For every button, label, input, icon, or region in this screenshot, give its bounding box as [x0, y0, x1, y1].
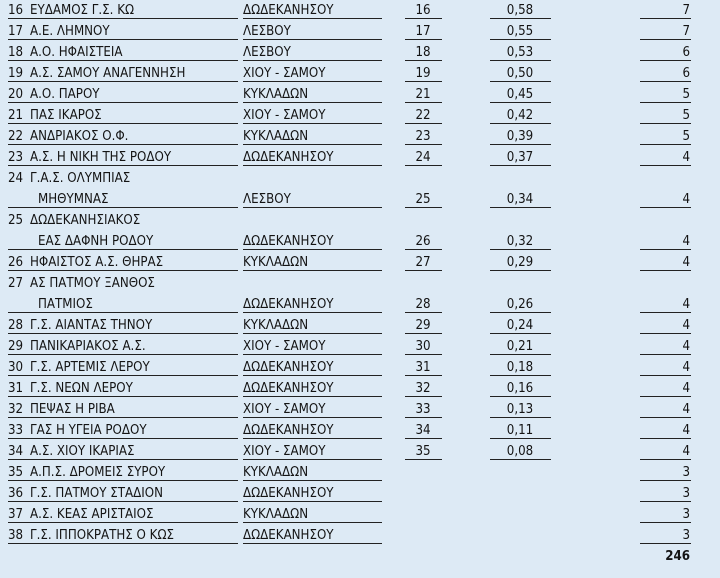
row-underline: [640, 207, 691, 208]
row-underline: [490, 81, 551, 82]
row-underline: [405, 249, 442, 250]
club-name-continued: ΠΑΤΜΙΟΣ: [38, 297, 93, 312]
row-number: 34: [8, 444, 24, 459]
points: 6: [682, 45, 690, 60]
row-underline: [8, 123, 238, 124]
table-row: [0, 525, 720, 546]
row-underline: [243, 333, 382, 334]
row-underline: [490, 333, 551, 334]
row-underline: [640, 270, 691, 271]
row-underline: [8, 165, 238, 166]
row-underline: [405, 417, 442, 418]
points: 4: [682, 402, 690, 417]
points: 4: [682, 297, 690, 312]
region: ΚΥΚΛΑΔΩΝ: [243, 507, 309, 522]
row-underline: [8, 501, 238, 502]
rank: 27: [415, 255, 431, 270]
row-underline: [490, 60, 551, 61]
club-name: ΑΝΔΡΙΑΚΟΣ Ο.Φ.: [30, 129, 129, 144]
region: ΛΕΣΒΟΥ: [243, 45, 291, 60]
row-underline: [640, 480, 691, 481]
row-underline: [640, 165, 691, 166]
coefficient: 0,08: [506, 444, 534, 459]
points: 6: [682, 66, 690, 81]
club-name: ΠΑΣ ΙΚΑΡΟΣ: [30, 108, 102, 123]
table-row: [0, 378, 720, 399]
table-row: [0, 126, 720, 147]
points: 4: [682, 444, 690, 459]
row-underline: [405, 81, 442, 82]
row-underline: [8, 81, 238, 82]
coefficient: 0,32: [506, 234, 534, 249]
row-underline: [490, 207, 551, 208]
row-underline: [8, 459, 238, 460]
row-underline: [490, 312, 551, 313]
region: ΛΕΣΒΟΥ: [243, 192, 291, 207]
rank: 25: [415, 192, 431, 207]
table-row: [0, 84, 720, 105]
row-underline: [640, 60, 691, 61]
coefficient: 0,34: [506, 192, 534, 207]
points: 4: [682, 360, 690, 375]
coefficient: 0,11: [506, 423, 534, 438]
table-row: [0, 420, 720, 441]
region: ΔΩΔΕΚΑΝΗΣΟΥ: [243, 486, 334, 501]
row-underline: [405, 144, 442, 145]
table-row: [0, 42, 720, 63]
coefficient: 0,18: [506, 360, 534, 375]
row-underline: [405, 60, 442, 61]
row-underline: [405, 270, 442, 271]
row-underline: [640, 438, 691, 439]
coefficient: 0,29: [506, 255, 534, 270]
coefficient: 0,55: [506, 24, 534, 39]
row-underline: [640, 501, 691, 502]
rank: 28: [415, 297, 431, 312]
coefficient: 0,42: [506, 108, 534, 123]
club-name: Γ.Α.Σ. ΟΛΥΜΠΙΑΣ: [30, 171, 131, 186]
club-name: Α.Σ. Η ΝΙΚΗ ΤΗΣ ΡΟΔΟΥ: [30, 150, 172, 165]
row-underline: [8, 60, 238, 61]
region: ΚΥΚΛΑΔΩΝ: [243, 129, 309, 144]
club-name: Α.Π.Σ. ΔΡΟΜΕΙΣ ΣΥΡΟΥ: [30, 465, 166, 480]
row-number: 20: [8, 87, 24, 102]
rank: 23: [415, 129, 431, 144]
row-underline: [490, 270, 551, 271]
row-underline: [405, 207, 442, 208]
row-underline: [8, 270, 238, 271]
row-number: 38: [8, 528, 24, 543]
rank: 21: [415, 87, 431, 102]
row-underline: [243, 39, 382, 40]
row-underline: [8, 207, 238, 208]
rank: 18: [415, 45, 431, 60]
club-name: Α.Σ. ΚΕΑΣ ΑΡΙΣΤΑΙΟΣ: [30, 507, 154, 522]
table-row: [0, 441, 720, 462]
points: 4: [682, 150, 690, 165]
rank: 30: [415, 339, 431, 354]
rank: 34: [415, 423, 431, 438]
row-number: 17: [8, 24, 24, 39]
rank: 16: [415, 3, 431, 18]
row-underline: [490, 438, 551, 439]
row-number: 35: [8, 465, 24, 480]
row-underline: [243, 522, 382, 523]
coefficient: 0,13: [506, 402, 534, 417]
row-underline: [405, 165, 442, 166]
row-underline: [405, 312, 442, 313]
row-number: 16: [8, 3, 24, 18]
row-underline: [243, 354, 382, 355]
points: 4: [682, 255, 690, 270]
row-underline: [640, 39, 691, 40]
table-row: [0, 462, 720, 483]
row-underline: [243, 459, 382, 460]
row-underline: [640, 102, 691, 103]
row-underline: [8, 522, 238, 523]
row-underline: [405, 375, 442, 376]
region: ΚΥΚΛΑΔΩΝ: [243, 318, 309, 333]
row-underline: [8, 39, 238, 40]
rank: 24: [415, 150, 431, 165]
row-underline: [490, 249, 551, 250]
points: 5: [682, 108, 690, 123]
row-underline: [490, 39, 551, 40]
row-underline: [640, 354, 691, 355]
row-underline: [640, 81, 691, 82]
rank: 22: [415, 108, 431, 123]
total-row: [0, 546, 720, 572]
table-row: [0, 483, 720, 504]
region: ΔΩΔΕΚΑΝΗΣΟΥ: [243, 423, 334, 438]
region: ΚΥΚΛΑΔΩΝ: [243, 255, 309, 270]
row-number: 29: [8, 339, 24, 354]
row-underline: [640, 543, 691, 544]
points: 4: [682, 339, 690, 354]
club-name: Γ.Σ. ΑΡΤΕΜΙΣ ΛΕΡΟΥ: [30, 360, 150, 375]
row-underline: [490, 396, 551, 397]
row-underline: [243, 417, 382, 418]
region: ΧΙΟΥ - ΣΑΜΟΥ: [243, 108, 326, 123]
points: 7: [682, 3, 690, 18]
points: 3: [682, 507, 690, 522]
row-underline: [243, 501, 382, 502]
rank: 33: [415, 402, 431, 417]
points: 3: [682, 528, 690, 543]
club-name: Α.Σ. ΧΙΟΥ ΙΚΑΡΙΑΣ: [30, 444, 135, 459]
row-underline: [243, 270, 382, 271]
rank: 17: [415, 24, 431, 39]
row-number: 25: [8, 213, 24, 228]
row-number: 23: [8, 150, 24, 165]
points: 4: [682, 318, 690, 333]
row-number: 19: [8, 66, 24, 81]
region: ΔΩΔΕΚΑΝΗΣΟΥ: [243, 381, 334, 396]
table-row: [0, 210, 720, 252]
region: ΔΩΔΕΚΑΝΗΣΟΥ: [243, 150, 334, 165]
club-name: Α.Ο. ΠΑΡΟΥ: [30, 87, 100, 102]
club-name-continued: ΜΗΘΥΜΝΑΣ: [38, 192, 109, 207]
table-row: [0, 168, 720, 210]
row-underline: [490, 102, 551, 103]
row-underline: [243, 312, 382, 313]
row-underline: [490, 417, 551, 418]
row-underline: [8, 375, 238, 376]
row-underline: [405, 123, 442, 124]
points: 4: [682, 423, 690, 438]
row-underline: [490, 18, 551, 19]
rank: 26: [415, 234, 431, 249]
table-row: [0, 63, 720, 84]
club-name-continued: ΕΑΣ ΔΑΦΝΗ ΡΟΔΟΥ: [38, 234, 154, 249]
points: 5: [682, 87, 690, 102]
row-underline: [8, 354, 238, 355]
row-underline: [405, 354, 442, 355]
points: 4: [682, 192, 690, 207]
row-underline: [243, 480, 382, 481]
coefficient: 0,16: [506, 381, 534, 396]
region: ΔΩΔΕΚΑΝΗΣΟΥ: [243, 297, 334, 312]
rank: 32: [415, 381, 431, 396]
club-name: Α.Ο. ΗΦΑΙΣΤΕΙΑ: [30, 45, 123, 60]
rank: 35: [415, 444, 431, 459]
row-underline: [8, 249, 238, 250]
row-underline: [405, 102, 442, 103]
row-underline: [490, 375, 551, 376]
row-underline: [243, 375, 382, 376]
points: 7: [682, 24, 690, 39]
row-number: 30: [8, 360, 24, 375]
row-underline: [8, 543, 238, 544]
club-name: Γ.Σ. ΠΑΤΜΟΥ ΣΤΑΔΙΟΝ: [30, 486, 163, 501]
points: 3: [682, 465, 690, 480]
row-underline: [243, 18, 382, 19]
club-name: Γ.Σ. ΝΕΩΝ ΛΕΡΟΥ: [30, 381, 133, 396]
table-row: [0, 21, 720, 42]
club-name: Γ.Σ. ΑΙΑΝΤΑΣ ΤΗΝΟΥ: [30, 318, 153, 333]
rank: 29: [415, 318, 431, 333]
row-number: 33: [8, 423, 24, 438]
table-row: [0, 336, 720, 357]
row-underline: [490, 354, 551, 355]
club-name: Γ.Σ. ΙΠΠΟΚΡΑΤΗΣ Ο ΚΩΣ: [30, 528, 175, 543]
row-underline: [640, 459, 691, 460]
row-underline: [640, 522, 691, 523]
region: ΚΥΚΛΑΔΩΝ: [243, 465, 309, 480]
row-underline: [640, 312, 691, 313]
row-number: 18: [8, 45, 24, 60]
row-number: 26: [8, 255, 24, 270]
row-underline: [405, 438, 442, 439]
row-underline: [405, 459, 442, 460]
club-name: ΗΦΑΙΣΤΟΣ Α.Σ. ΘΗΡΑΣ: [30, 255, 164, 270]
table-row: [0, 357, 720, 378]
club-name: ΠΕΨΑΣ Η ΡΙΒΑ: [30, 402, 115, 417]
row-underline: [640, 144, 691, 145]
row-number: 36: [8, 486, 24, 501]
row-underline: [243, 60, 382, 61]
row-underline: [640, 396, 691, 397]
points: 3: [682, 486, 690, 501]
table-row: [0, 0, 720, 21]
region: ΔΩΔΕΚΑΝΗΣΟΥ: [243, 528, 334, 543]
row-underline: [243, 396, 382, 397]
total-points: 246: [665, 549, 690, 564]
region: ΛΕΣΒΟΥ: [243, 24, 291, 39]
row-underline: [490, 123, 551, 124]
club-name: ΓΑΣ Η ΥΓΕΙΑ ΡΟΔΟΥ: [30, 423, 147, 438]
row-underline: [405, 396, 442, 397]
row-underline: [640, 333, 691, 334]
table-row: [0, 399, 720, 420]
table-row: [0, 147, 720, 168]
region: ΔΩΔΕΚΑΝΗΣΟΥ: [243, 360, 334, 375]
row-underline: [8, 18, 238, 19]
points: 4: [682, 381, 690, 396]
row-number: 22: [8, 129, 24, 144]
coefficient: 0,58: [506, 3, 534, 18]
coefficient: 0,53: [506, 45, 534, 60]
region: ΔΩΔΕΚΑΝΗΣΟΥ: [243, 234, 334, 249]
row-number: 37: [8, 507, 24, 522]
row-underline: [243, 102, 382, 103]
row-underline: [8, 396, 238, 397]
region: ΧΙΟΥ - ΣΑΜΟΥ: [243, 444, 326, 459]
row-underline: [640, 18, 691, 19]
region: ΔΩΔΕΚΑΝΗΣΟΥ: [243, 3, 334, 18]
row-number: 21: [8, 108, 24, 123]
row-underline: [490, 165, 551, 166]
row-underline: [405, 18, 442, 19]
row-underline: [243, 249, 382, 250]
row-number: 24: [8, 171, 24, 186]
coefficient: 0,50: [506, 66, 534, 81]
row-underline: [243, 144, 382, 145]
row-number: 28: [8, 318, 24, 333]
row-underline: [405, 39, 442, 40]
coefficient: 0,45: [506, 87, 534, 102]
row-underline: [243, 165, 382, 166]
row-underline: [405, 333, 442, 334]
region: ΧΙΟΥ - ΣΑΜΟΥ: [243, 402, 326, 417]
row-underline: [243, 81, 382, 82]
rank: 31: [415, 360, 431, 375]
coefficient: 0,37: [506, 150, 534, 165]
club-name: Α.Ε. ΛΗΜΝΟΥ: [30, 24, 110, 39]
row-underline: [640, 249, 691, 250]
club-name: ΕΥΔΑΜΟΣ Γ.Σ. ΚΩ: [30, 3, 135, 18]
row-underline: [640, 123, 691, 124]
table-row: [0, 315, 720, 336]
table-row: [0, 504, 720, 525]
table-row: [0, 273, 720, 315]
row-underline: [243, 123, 382, 124]
table-row: [0, 252, 720, 273]
coefficient: 0,39: [506, 129, 534, 144]
row-underline: [640, 417, 691, 418]
club-name: ΑΣ ΠΑΤΜΟΥ ΞΑΝΘΟΣ: [30, 276, 155, 291]
club-name: ΔΩΔΕΚΑΝΗΣΙΑΚΟΣ: [30, 213, 141, 228]
row-underline: [490, 459, 551, 460]
row-underline: [8, 333, 238, 334]
row-underline: [243, 207, 382, 208]
row-underline: [8, 417, 238, 418]
row-number: 32: [8, 402, 24, 417]
row-number: 27: [8, 276, 24, 291]
row-underline: [8, 144, 238, 145]
rank: 19: [415, 66, 431, 81]
table-row: [0, 105, 720, 126]
region: ΚΥΚΛΑΔΩΝ: [243, 87, 309, 102]
row-underline: [8, 102, 238, 103]
club-name: Α.Σ. ΣΑΜΟΥ ΑΝΑΓΕΝΝΗΣΗ: [30, 66, 186, 81]
row-underline: [8, 480, 238, 481]
row-underline: [490, 144, 551, 145]
points: 4: [682, 234, 690, 249]
row-number: 31: [8, 381, 24, 396]
row-underline: [640, 375, 691, 376]
row-underline: [8, 312, 238, 313]
points: 5: [682, 129, 690, 144]
coefficient: 0,26: [506, 297, 534, 312]
row-underline: [8, 438, 238, 439]
coefficient: 0,21: [506, 339, 534, 354]
region: ΧΙΟΥ - ΣΑΜΟΥ: [243, 339, 326, 354]
club-name: ΠΑΝΙΚΑΡΙΑΚΟΣ Α.Σ.: [30, 339, 146, 354]
coefficient: 0,24: [506, 318, 534, 333]
row-underline: [243, 543, 382, 544]
row-underline: [243, 438, 382, 439]
region: ΧΙΟΥ - ΣΑΜΟΥ: [243, 66, 326, 81]
